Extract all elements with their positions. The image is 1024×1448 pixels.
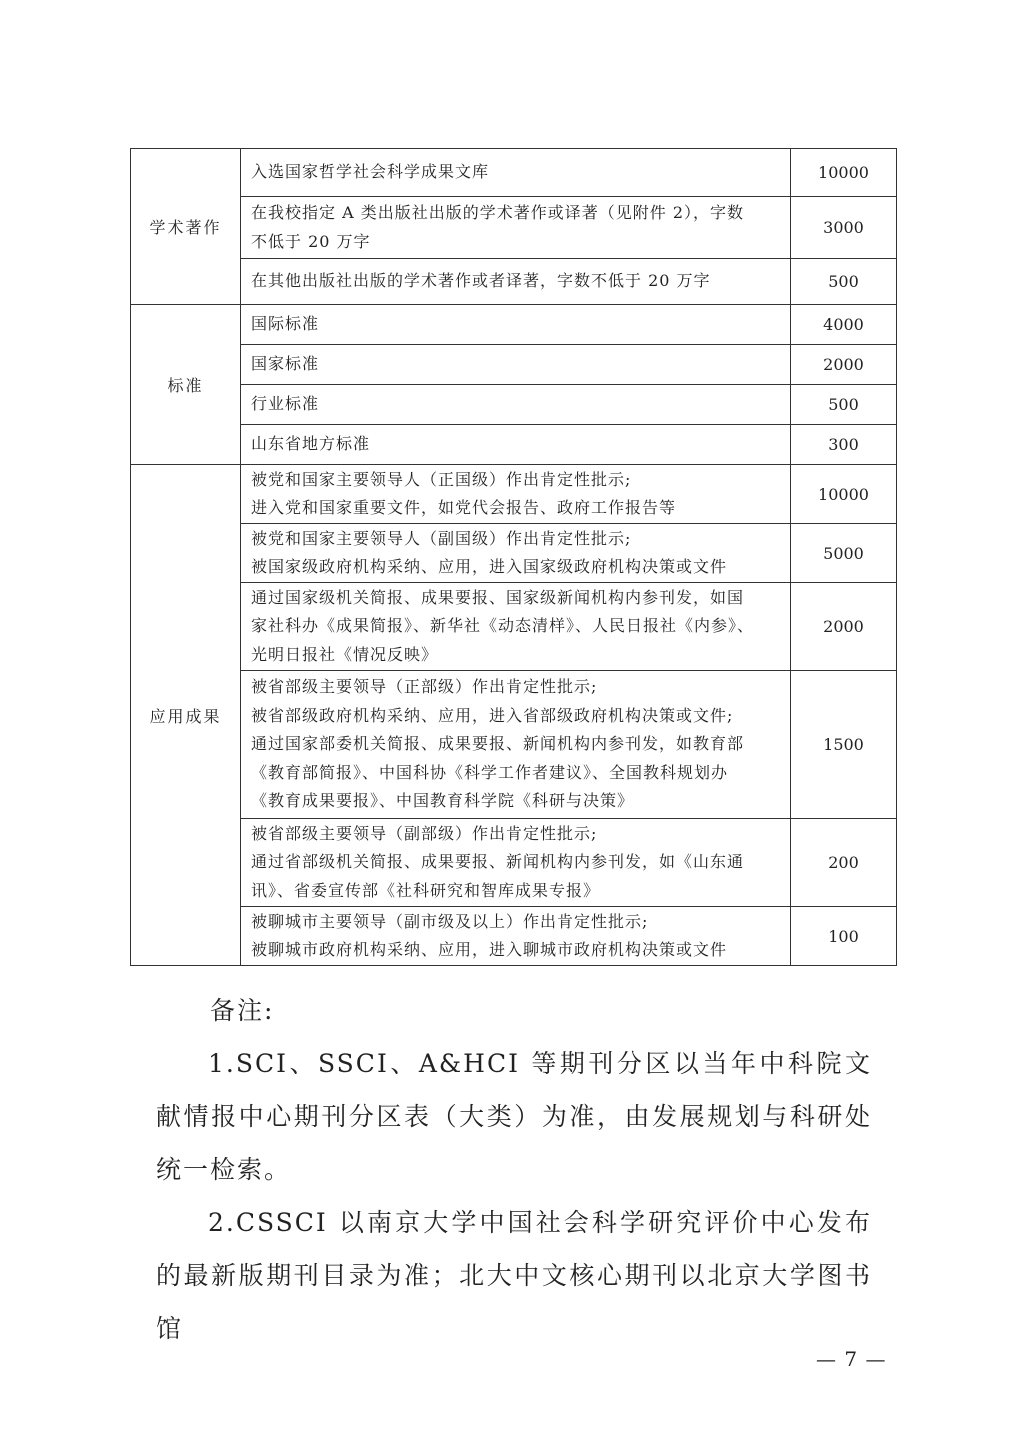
item-cell (241, 149, 791, 197)
table-row (131, 345, 897, 385)
item-line: 被省部级主要领导（正部级）作出肯定性批示; (251, 677, 598, 697)
score-cell: 1500 (791, 671, 897, 819)
item-line: 被聊城市主要领导（副市级及以上）作出肯定性批示; (251, 911, 649, 931)
item-cell (241, 671, 791, 819)
score-cell: 100 (791, 907, 897, 966)
item-cell (241, 907, 791, 966)
item-line: 被省部级政府机构采纳、应用，进入省部级政府机构决策或文件; (251, 705, 734, 725)
item-cell (241, 259, 791, 305)
item-line: 国际标准 (251, 314, 320, 334)
table-row (131, 907, 897, 966)
item-line: 《教育成果要报》、中国教育科学院《科研与决策》 (251, 791, 635, 811)
item-cell (241, 524, 791, 583)
page-number: — 7 — (816, 1347, 887, 1371)
score-cell: 3000 (791, 197, 897, 259)
item-line: 国家标准 (251, 354, 320, 374)
score-cell: 200 (791, 819, 897, 907)
table-row (131, 671, 897, 819)
item-line: 被聊城市政府机构采纳、应用，进入聊城市政府机构决策或文件 (251, 940, 728, 959)
table-row (131, 149, 897, 197)
score-cell: 10000 (791, 465, 897, 524)
item-cell (241, 425, 791, 465)
item-cell (241, 385, 791, 425)
item-line: 入选国家哲学社会科学成果文库 (251, 162, 490, 182)
item-line: 被国家级政府机构采纳、应用，进入国家级政府机构决策或文件 (251, 557, 728, 576)
item-line: 讯》、省委宣传部《社科研究和智库成果专报》 (251, 880, 601, 900)
item-line: 被省部级主要领导（副部级）作出肯定性批示; (251, 823, 598, 843)
item-line: 不低于 20 万字 (251, 231, 371, 251)
table-row (131, 259, 897, 305)
score-cell: 500 (791, 385, 897, 425)
item-line: 行业标准 (251, 394, 320, 414)
notes-label: 备注: (210, 996, 275, 1025)
notes-section (156, 984, 872, 1355)
category-cell: 应用成果 (131, 465, 241, 966)
note-item-2: 2.CSSCI 以南京大学中国社会科学研究评价中心发布的最新版期刊目录为准；北大中文核心期刊以北京大学图书馆 (156, 1208, 872, 1343)
score-cell: 5000 (791, 524, 897, 583)
score-cell: 10000 (791, 149, 897, 197)
item-line: 被党和国家主要领导人（正国级）作出肯定性批示; (251, 469, 632, 489)
category-cell: 标准 (131, 305, 241, 465)
table-row (131, 583, 897, 671)
item-cell (241, 197, 791, 259)
category-cell: 学术著作 (131, 149, 241, 305)
item-line: 《教育部简报》、中国科协《科学工作者建议》、全国教科规划办 (251, 762, 729, 782)
item-line: 在其他出版社出版的学术著作或者译著，字数不低于 20 万字 (251, 271, 711, 291)
item-line: 进入党和国家重要文件，如党代会报告、政府工作报告等 (251, 498, 677, 517)
table-row (131, 305, 897, 345)
item-line: 山东省地方标准 (251, 434, 371, 454)
item-line: 在我校指定 A 类出版社出版的学术著作或译著（见附件 2），字数 (251, 203, 744, 222)
item-cell (241, 305, 791, 345)
item-line: 通过国家级机关简报、成果要报、国家级新闻机构内参刊发，如国 (251, 587, 745, 607)
item-line: 通过国家部委机关简报、成果要报、新闻机构内参刊发，如教育部 (251, 734, 745, 754)
item-cell (241, 819, 791, 907)
note-item-1: 1.SCI、SSCI、A&HCI 等期刊分区以当年中科院文献情报中心期刊分区表（大类）为准，由发展规划与科研处统一检索。 (156, 1049, 872, 1184)
item-cell (241, 465, 791, 524)
score-cell: 300 (791, 425, 897, 465)
table-row (131, 465, 897, 524)
item-cell (241, 345, 791, 385)
score-cell: 500 (791, 259, 897, 305)
table-row (131, 197, 897, 259)
item-line: 通过省部级机关简报、成果要报、新闻机构内参刊发，如《山东通 (251, 852, 745, 872)
item-line: 光明日报社《情况反映》 (251, 644, 439, 664)
table-body (131, 149, 897, 966)
table-row (131, 819, 897, 907)
item-line: 家社科办《成果简报》、新华社《动态清样》、人民日报社《内参》、 (251, 616, 755, 636)
table-row (131, 524, 897, 583)
score-cell: 4000 (791, 305, 897, 345)
table-row (131, 425, 897, 465)
table-row (131, 385, 897, 425)
item-line: 被党和国家主要领导人（副国级）作出肯定性批示; (251, 528, 632, 548)
reward-table (130, 148, 897, 966)
score-cell: 2000 (791, 345, 897, 385)
item-cell (241, 583, 791, 671)
score-cell: 2000 (791, 583, 897, 671)
